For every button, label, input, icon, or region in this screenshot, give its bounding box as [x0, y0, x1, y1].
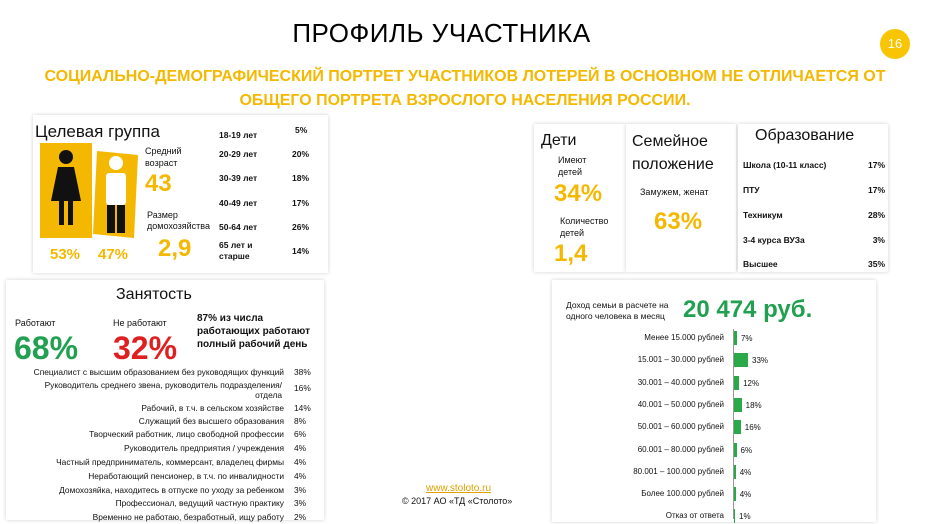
page-subtitle — [20, 65, 910, 113]
occupation-value: 14% — [294, 403, 311, 413]
education-label: 3-4 курса ВУЗа — [743, 235, 805, 245]
income-category-label: 15.001 – 30.000 рублей — [637, 355, 724, 365]
income-category-label: 80.001 – 100.000 рублей — [633, 466, 724, 476]
occupation-label: Рабочий, в т.ч. в сельском хозяйстве — [141, 403, 284, 413]
education-value: 35% — [867, 259, 885, 269]
occupation-value: 4% — [294, 471, 307, 481]
income-value-label: 12% — [743, 378, 760, 388]
education-label: Техникум — [743, 210, 783, 220]
education-value: 3% — [872, 235, 885, 245]
income-value-label: 1% — [739, 512, 751, 522]
occupation-label: Временно не работаю, безработный, ищу работу — [92, 512, 284, 522]
page-title: ПРОФИЛЬ УЧАСТНИКА — [292, 18, 591, 48]
education-heading: Образование — [755, 127, 855, 144]
children-heading: Дети — [541, 132, 577, 149]
age-value: 14% — [292, 246, 310, 256]
age-value: 17% — [292, 198, 310, 208]
income-category-label: 30.001 – 40.000 рублей — [637, 377, 724, 387]
age-label: 40-49 лет — [219, 198, 258, 208]
income-value-label: 4% — [739, 490, 752, 500]
occupation-value: 38% — [294, 367, 311, 377]
income-category-label: Отказ от ответа — [665, 511, 724, 521]
female-percent: 53% — [50, 246, 81, 263]
occupation-label: Специалист с высшим образованием без руководящих функций — [33, 367, 284, 377]
occupation-label: Домохозяйка, находитесь в отпуске по уходу за ребенком — [59, 485, 284, 495]
income-value-label: 4% — [739, 467, 752, 477]
income-value-label: 7% — [740, 334, 753, 343]
income-value: 20 474 руб. — [683, 296, 813, 323]
income-label: Доход семьи в расчете на одного человека в месяц — [566, 300, 669, 321]
family-heading: Семейное положение — [632, 133, 714, 173]
age-label: 18-19 лет — [219, 130, 258, 140]
age-value: 18% — [292, 173, 310, 183]
gender-icons — [40, 143, 142, 243]
working-value: 68% — [14, 330, 79, 366]
page-number-badge: 16 — [880, 29, 910, 59]
age-value: 26% — [292, 222, 310, 232]
married-label: Замужем, женат — [640, 187, 709, 197]
employment-heading: Занятость — [116, 286, 192, 303]
occupation-label: Частный предприниматель, коммерсант, владелец фирмы — [56, 457, 284, 467]
income-category-label: 50.001 – 60.000 рублей — [637, 422, 724, 432]
working-label: Работают — [15, 318, 56, 328]
occupation-value: 16% — [294, 383, 311, 393]
income-value-label: 16% — [744, 423, 761, 433]
occupation-value: 3% — [294, 498, 307, 508]
occupation-label: Творческий работник, лицо свободной профессии — [89, 429, 284, 439]
education-label: ПТУ — [743, 185, 760, 195]
education-value: 28% — [867, 210, 885, 220]
children-have-label: Имеют детей — [558, 155, 587, 177]
footer-link[interactable]: www.stoloto.ru — [426, 483, 492, 494]
occupation-label: Профессионал, ведущий частную практику — [115, 498, 284, 508]
age-label: 65 лет и старше — [219, 240, 253, 261]
income-value-label: 6% — [740, 445, 753, 455]
children-count-value: 1,4 — [554, 240, 588, 267]
avg-age-label: Средний возраст — [145, 146, 182, 168]
education-label: Школа (10-11 класс) — [743, 160, 827, 170]
footer-copyright: © 2017 АО «ТД «Столото» — [402, 496, 513, 506]
education-value: 17% — [867, 160, 885, 170]
fulltime-note: 87% из числа работающих работают полный рабочий день — [197, 313, 310, 350]
household-label: Размер домохозяйства — [147, 210, 210, 231]
male-percent: 47% — [98, 246, 129, 263]
age-label: 20-29 лет — [219, 149, 258, 159]
occupation-value: 6% — [294, 429, 307, 439]
target-group-heading: Целевая группа — [35, 122, 160, 141]
age-value: 5% — [295, 125, 308, 135]
subtitle-line-2: ОБЩЕГО ПОРТРЕТА ВЗРОСЛОГО НАСЕЛЕНИЯ РОССИИ. — [239, 92, 691, 109]
education-panel — [738, 124, 888, 272]
children-have-value: 34% — [554, 180, 603, 207]
household-value: 2,9 — [158, 235, 192, 262]
occupation-value: 4% — [294, 443, 307, 453]
occupation-value: 2% — [294, 512, 307, 522]
income-value-label: 33% — [752, 356, 769, 366]
not-working-label: Не работают — [113, 318, 167, 328]
children-count-label: Количество детей — [560, 216, 609, 238]
occupation-label: Руководитель предприятия / учреждения — [123, 443, 284, 453]
not-working-value: 32% — [113, 330, 178, 366]
subtitle-line-1: СОЦИАЛЬНО-ДЕМОГРАФИЧЕСКИЙ ПОРТРЕТ УЧАСТНИКОВ ЛОТЕРЕЙ В ОСНОВНОМ НЕ ОТЛИЧАЕТСЯ ОТ — [44, 68, 886, 85]
occupation-label: Неработающий пенсионер, в т.ч. по инвалидности — [88, 471, 284, 481]
income-category-label: Более 100.000 рублей — [641, 489, 724, 499]
income-category-label: 60.001 – 80.000 рублей — [637, 444, 724, 454]
age-value: 20% — [292, 149, 310, 159]
avg-age-value: 43 — [145, 170, 172, 197]
occupation-label: Руководитель среднего звена, руководитель подразделения/отдела — [44, 380, 282, 400]
occupation-value: 3% — [294, 485, 307, 495]
income-value-label: 18% — [745, 400, 762, 410]
age-row — [219, 125, 257, 143]
age-label: 30-39 лет — [219, 173, 258, 183]
married-value: 63% — [654, 208, 703, 235]
occupation-value: 4% — [294, 457, 307, 467]
occupation-label: Служащий без высшего образования — [138, 416, 284, 426]
occupation-value: 8% — [294, 416, 307, 426]
education-label: Высшее — [743, 259, 778, 269]
education-value: 17% — [867, 185, 885, 195]
income-category-label: 40.001 – 50.000 рублей — [637, 399, 724, 409]
age-label: 50-64 лет — [219, 222, 258, 232]
income-category-label: Менее 15.000 рублей — [644, 333, 724, 342]
